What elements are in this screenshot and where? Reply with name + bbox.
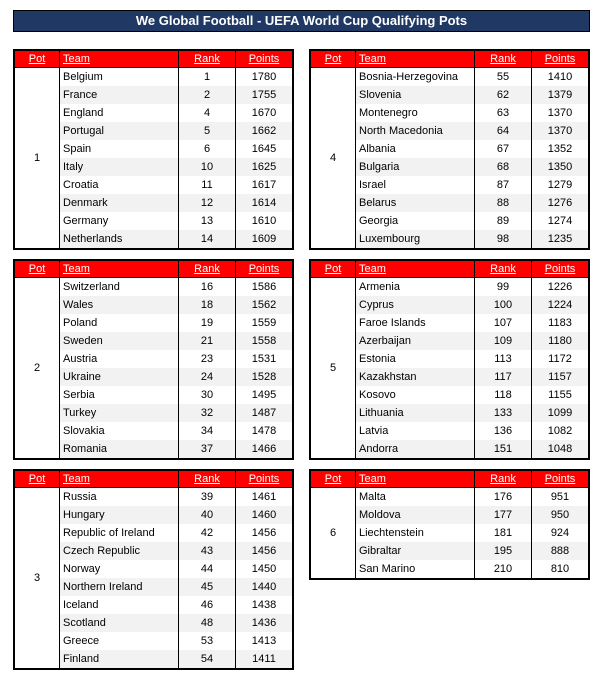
team-name: Slovenia [356, 86, 475, 104]
team-points: 1528 [236, 368, 293, 386]
team-rank: 195 [475, 542, 532, 560]
team-name: Moldova [356, 506, 475, 524]
team-rank: 23 [179, 350, 236, 368]
pot-number: 5 [311, 278, 356, 459]
team-points: 1180 [532, 332, 589, 350]
team-rank: 43 [179, 542, 236, 560]
team-name: Belgium [60, 68, 179, 87]
team-points: 1610 [251, 215, 277, 227]
table-row [15, 68, 292, 87]
team-points: 1440 [236, 578, 293, 596]
team-points: 1562 [236, 296, 293, 314]
header-rank: Rank [179, 471, 236, 488]
team-points: 810 [550, 563, 570, 575]
team-rank: 44 [179, 560, 236, 578]
team-name: Greece [60, 632, 179, 650]
team-rank: 210 [475, 560, 532, 578]
team-rank: 62 [475, 86, 532, 104]
header-team: Team [356, 471, 475, 488]
header-points: Points [532, 51, 589, 68]
pot-number: 2 [15, 278, 60, 459]
team-points: 1410 [547, 71, 573, 83]
team-rank: 87 [475, 176, 532, 194]
team-rank: 63 [475, 104, 532, 122]
team-points: 1755 [236, 86, 293, 104]
team-name: Andorra [356, 440, 475, 458]
team-rank: 67 [475, 140, 532, 158]
team-rank: 40 [179, 506, 236, 524]
team-rank: 42 [179, 524, 236, 542]
header-team: Team [60, 51, 179, 68]
team-rank: 54 [179, 650, 236, 668]
team-rank: 37 [179, 440, 236, 458]
team-points: 1487 [236, 404, 293, 422]
team-name: France [60, 86, 179, 104]
team-points: 1456 [236, 542, 293, 560]
team-name: Netherlands [60, 230, 179, 248]
team-points: 1224 [532, 296, 589, 314]
header-points: Points [236, 51, 293, 68]
team-name: Montenegro [356, 104, 475, 122]
team-rank: 109 [475, 332, 532, 350]
header-points: Points [532, 471, 589, 488]
team-name: Estonia [356, 350, 475, 368]
header-pot: Pot [311, 261, 356, 278]
team-points: 1274 [547, 215, 573, 227]
team-rank: 98 [475, 230, 532, 248]
header-pot: Pot [15, 261, 60, 278]
team-rank: 181 [475, 524, 532, 542]
team-rank: 55 [475, 68, 532, 87]
team-name: Northern Ireland [60, 578, 179, 596]
team-rank: 53 [179, 632, 236, 650]
header-pot: Pot [311, 471, 356, 488]
team-name: Latvia [356, 422, 475, 440]
pot-table-1 [13, 49, 294, 250]
team-points: 1662 [236, 122, 293, 140]
page-title: We Global Football - UEFA World Cup Qualifying Pots [13, 10, 590, 32]
team-name: Italy [60, 158, 179, 176]
team-name: Serbia [60, 386, 179, 404]
team-name: Kazakhstan [356, 368, 475, 386]
team-name: Wales [60, 296, 179, 314]
team-name: Cyprus [356, 296, 475, 314]
team-points: 1460 [236, 506, 293, 524]
team-points: 1436 [236, 614, 293, 632]
team-name: Finland [60, 650, 179, 668]
team-points: 1586 [251, 281, 277, 293]
team-points: 1558 [236, 332, 293, 350]
team-points: 1450 [251, 563, 277, 575]
team-name: Faroe Islands [356, 314, 475, 332]
team-rank: 24 [179, 368, 236, 386]
table-row [15, 488, 292, 507]
header-team: Team [356, 261, 475, 278]
team-name: Poland [60, 314, 179, 332]
team-points: 1235 [532, 230, 589, 248]
team-rank: 89 [475, 212, 532, 230]
header-rank: Rank [475, 261, 532, 278]
team-rank: 118 [475, 386, 532, 404]
team-points: 1466 [236, 440, 293, 458]
team-name: Austria [60, 350, 179, 368]
team-rank: 19 [179, 314, 236, 332]
team-rank: 30 [179, 386, 236, 404]
team-name: Republic of Ireland [60, 524, 179, 542]
team-points: 1478 [251, 425, 277, 437]
header-rank: Rank [179, 261, 236, 278]
team-points: 1495 [251, 389, 277, 401]
team-name: Belarus [356, 194, 475, 212]
team-points: 1645 [251, 143, 277, 155]
pot-table-3 [13, 469, 294, 670]
pot-number: 4 [311, 68, 356, 249]
team-name: Czech Republic [60, 542, 179, 560]
team-rank: 12 [179, 194, 236, 212]
team-rank: 133 [475, 404, 532, 422]
header-rank: Rank [179, 51, 236, 68]
team-name: San Marino [356, 560, 475, 578]
table-row [311, 488, 588, 507]
team-name: Germany [60, 212, 179, 230]
team-name: Bulgaria [356, 158, 475, 176]
team-points: 1559 [251, 317, 277, 329]
team-rank: 18 [179, 296, 236, 314]
header-pot: Pot [311, 51, 356, 68]
team-points: 1226 [547, 281, 573, 293]
team-points: 1279 [547, 179, 573, 191]
team-rank: 1 [179, 68, 236, 87]
pot-table-4 [309, 49, 590, 250]
team-rank: 13 [179, 212, 236, 230]
team-name: Albania [356, 140, 475, 158]
header-points: Points [532, 261, 589, 278]
team-rank: 21 [179, 332, 236, 350]
team-rank: 176 [475, 488, 532, 507]
team-name: Liechtenstein [356, 524, 475, 542]
pot-table-5 [309, 259, 590, 460]
pot-number: 1 [15, 68, 60, 249]
team-rank: 5 [179, 122, 236, 140]
team-rank: 64 [475, 122, 532, 140]
team-points: 1614 [236, 194, 293, 212]
team-rank: 68 [475, 158, 532, 176]
header-team: Team [60, 471, 179, 488]
team-name: North Macedonia [356, 122, 475, 140]
team-points: 1609 [236, 230, 293, 248]
team-name: Iceland [60, 596, 179, 614]
team-points: 1461 [251, 491, 277, 503]
team-name: Turkey [60, 404, 179, 422]
team-points: 1183 [548, 317, 572, 329]
team-name: Scotland [60, 614, 179, 632]
team-points: 1157 [532, 368, 589, 386]
team-points: 888 [532, 542, 589, 560]
header-points: Points [236, 471, 293, 488]
team-name: Armenia [356, 278, 475, 297]
team-points: 1082 [547, 425, 573, 437]
header-team: Team [60, 261, 179, 278]
team-name: Azerbaijan [356, 332, 475, 350]
team-points: 1531 [251, 353, 277, 365]
team-name: Spain [60, 140, 179, 158]
team-points: 1456 [251, 527, 277, 539]
team-rank: 100 [475, 296, 532, 314]
team-name: Slovakia [60, 422, 179, 440]
team-points: 1411 [236, 650, 293, 668]
team-points: 1352 [547, 143, 573, 155]
team-rank: 107 [475, 314, 532, 332]
header-rank: Rank [475, 471, 532, 488]
team-points: 1276 [532, 194, 589, 212]
team-points: 924 [550, 527, 570, 539]
team-points: 1379 [532, 86, 589, 104]
team-rank: 136 [475, 422, 532, 440]
team-points: 1413 [251, 635, 277, 647]
team-name: Denmark [60, 194, 179, 212]
team-points: 950 [532, 506, 589, 524]
team-name: Bosnia-Herzegovina [356, 68, 475, 87]
header-pot: Pot [15, 471, 60, 488]
team-name: Luxembourg [356, 230, 475, 248]
team-rank: 16 [179, 278, 236, 297]
team-name: Romania [60, 440, 179, 458]
team-rank: 151 [475, 440, 532, 458]
team-points: 1370 [532, 122, 589, 140]
team-name: Georgia [356, 212, 475, 230]
pot-number: 3 [15, 488, 60, 669]
team-rank: 113 [475, 350, 532, 368]
header-rank: Rank [475, 51, 532, 68]
team-points: 1438 [251, 599, 277, 611]
team-rank: 4 [179, 104, 236, 122]
team-name: England [60, 104, 179, 122]
team-name: Croatia [60, 176, 179, 194]
pot-table-2 [13, 259, 294, 460]
team-name: Lithuania [356, 404, 475, 422]
team-name: Israel [356, 176, 475, 194]
team-points: 1155 [548, 389, 572, 401]
table-row [311, 278, 588, 297]
team-name: Hungary [60, 506, 179, 524]
header-pot: Pot [15, 51, 60, 68]
team-name: Ukraine [60, 368, 179, 386]
team-name: Malta [356, 488, 475, 507]
team-rank: 34 [179, 422, 236, 440]
team-rank: 39 [179, 488, 236, 507]
team-rank: 11 [179, 176, 236, 194]
team-rank: 2 [179, 86, 236, 104]
team-name: Gibraltar [356, 542, 475, 560]
pot-number: 6 [311, 488, 356, 579]
team-rank: 14 [179, 230, 236, 248]
team-points: 1370 [547, 107, 573, 119]
team-rank: 88 [475, 194, 532, 212]
team-name: Kosovo [356, 386, 475, 404]
team-rank: 177 [475, 506, 532, 524]
team-name: Russia [60, 488, 179, 507]
team-name: Norway [60, 560, 179, 578]
team-rank: 6 [179, 140, 236, 158]
header-points: Points [236, 261, 293, 278]
team-rank: 99 [475, 278, 532, 297]
team-rank: 46 [179, 596, 236, 614]
team-points: 1780 [251, 71, 277, 83]
team-points: 1625 [236, 158, 293, 176]
table-row [15, 278, 292, 297]
team-rank: 32 [179, 404, 236, 422]
team-points: 1617 [251, 179, 277, 191]
team-rank: 10 [179, 158, 236, 176]
team-points: 1172 [548, 353, 572, 365]
table-row [311, 68, 588, 87]
team-points: 1350 [532, 158, 589, 176]
team-name: Sweden [60, 332, 179, 350]
team-points: 1670 [251, 107, 277, 119]
team-points: 1099 [532, 404, 589, 422]
team-name: Switzerland [60, 278, 179, 297]
team-rank: 117 [475, 368, 532, 386]
team-rank: 45 [179, 578, 236, 596]
team-points: 1048 [532, 440, 589, 458]
header-team: Team [356, 51, 475, 68]
pot-table-6 [309, 469, 590, 580]
team-name: Portugal [60, 122, 179, 140]
team-points: 951 [550, 491, 570, 503]
team-rank: 48 [179, 614, 236, 632]
